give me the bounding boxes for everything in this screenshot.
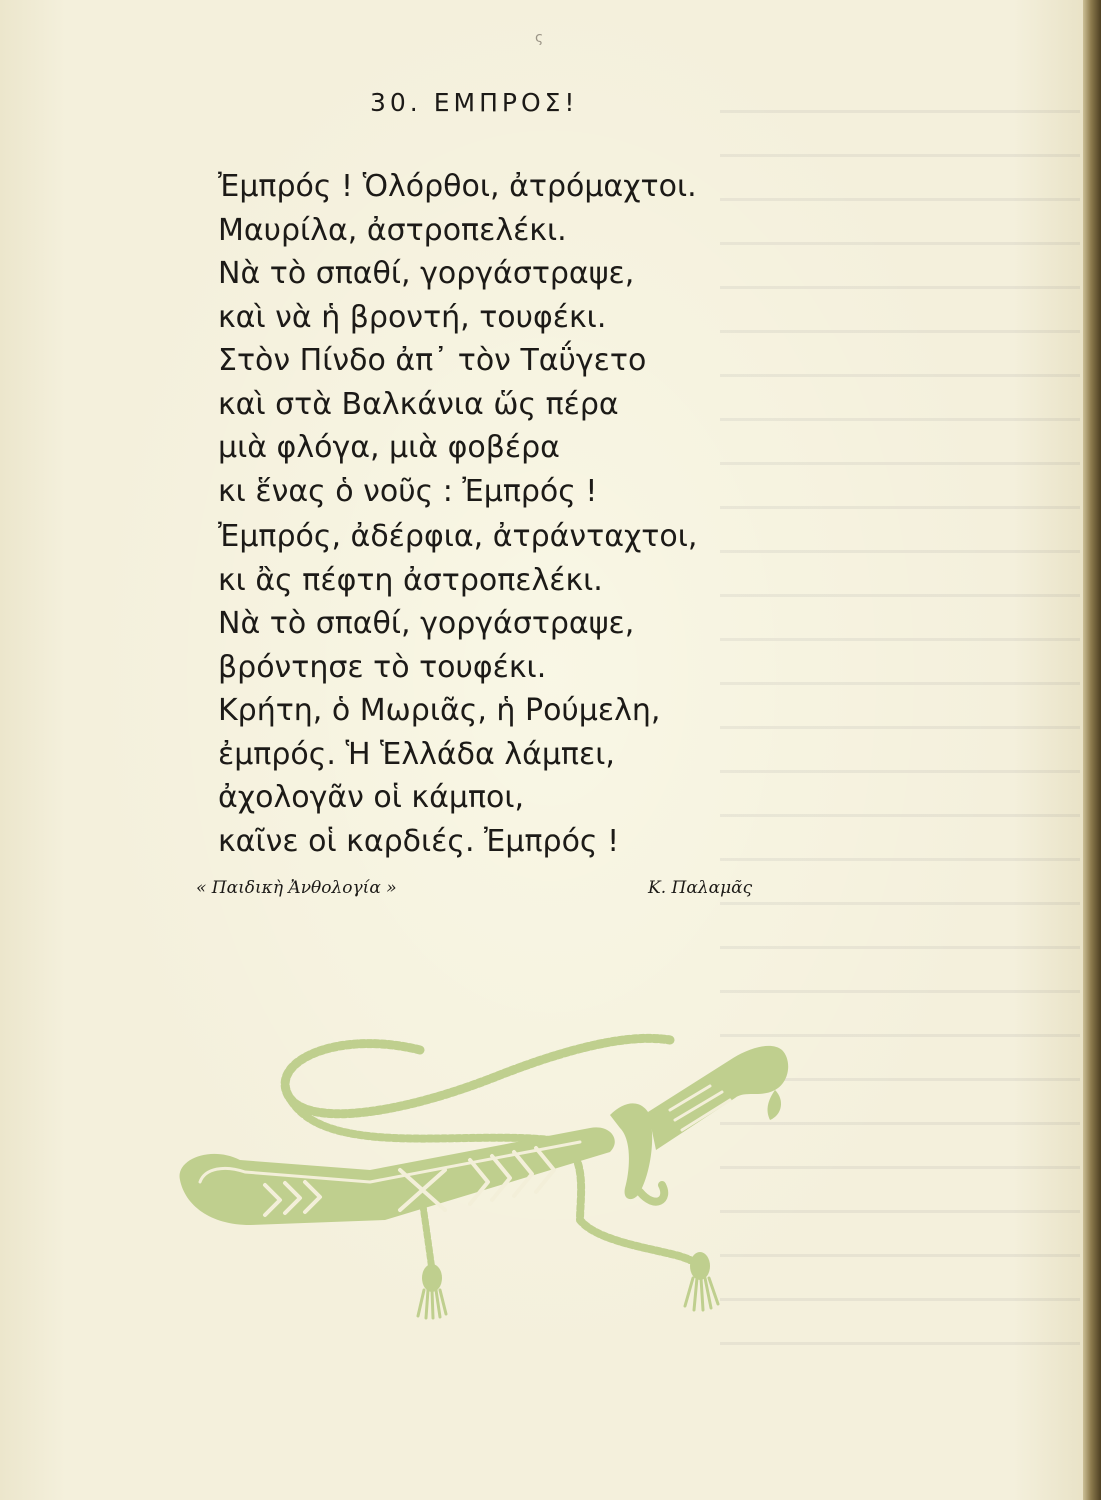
poem-title: 30. ΕΜΠΡΟΣ! [370,88,579,117]
poem-line: καῖνε οἱ καρδιές. Ἐμπρός ! [218,823,620,859]
sabre-with-cord-icon [170,1020,810,1320]
sabre-guard [610,1103,652,1199]
poem-line: κι ἂς πέφτη ἀστροπελέκι. [218,562,603,598]
poem-line: Στὸν Πίνδο ἀπ᾽ τὸν Ταΰγετο [218,343,647,378]
poem-line: ἀχολογᾶν οἱ κάμποι, [218,780,525,815]
source-citation: « Παιδικὴ Ἀνθολογία » [196,878,397,898]
sabre-guard-curl [640,1185,664,1202]
sabre-grip [648,1046,788,1150]
poem-line: Νὰ τὸ σπαθί, γοργάστραψε, [218,256,635,291]
poem-line: Νὰ τὸ σπαθί, γοργάστραψε, [218,606,635,641]
poem-line: βρόντησε τὸ τουφέκι. [218,649,547,685]
poem-line: μιὰ φλόγα, μιὰ φοβέρα [218,430,560,465]
tassel-left [418,1264,446,1318]
poem-line: Ἐμπρός ! Ὁλόρθοι, ἀτρόμαχτοι. [218,169,697,204]
book-spine-edge [1083,0,1101,1500]
poem-line: καὶ νὰ ἡ βροντή, τουφέκι. [218,299,607,335]
poem-line: καὶ στὰ Βαλκάνια ὥς πέρα [218,386,619,422]
author-name: Κ. Παλαμᾶς [648,878,753,898]
cord-loop [285,1038,670,1113]
poem-line: Κρήτη, ὁ Μωριᾶς, ἡ Ρούμελη, [218,693,661,728]
pencil-mark: ς [535,30,544,46]
poem-line: κι ἕνας ὁ νοῦς : Ἐμπρός ! [218,473,598,509]
poem-line: Μαυρίλα, ἀστροπελέκι. [218,212,567,248]
stanza-2 [218,515,697,863]
poem-line: Ἐμπρός, ἀδέρφια, ἀτράνταχτοι, [218,519,698,554]
stanza-1 [218,165,697,513]
poem-line: ἐμπρός. Ἡ Ἑλλάδα λάμπει, [218,736,615,772]
sabre-pommel [768,1090,782,1120]
